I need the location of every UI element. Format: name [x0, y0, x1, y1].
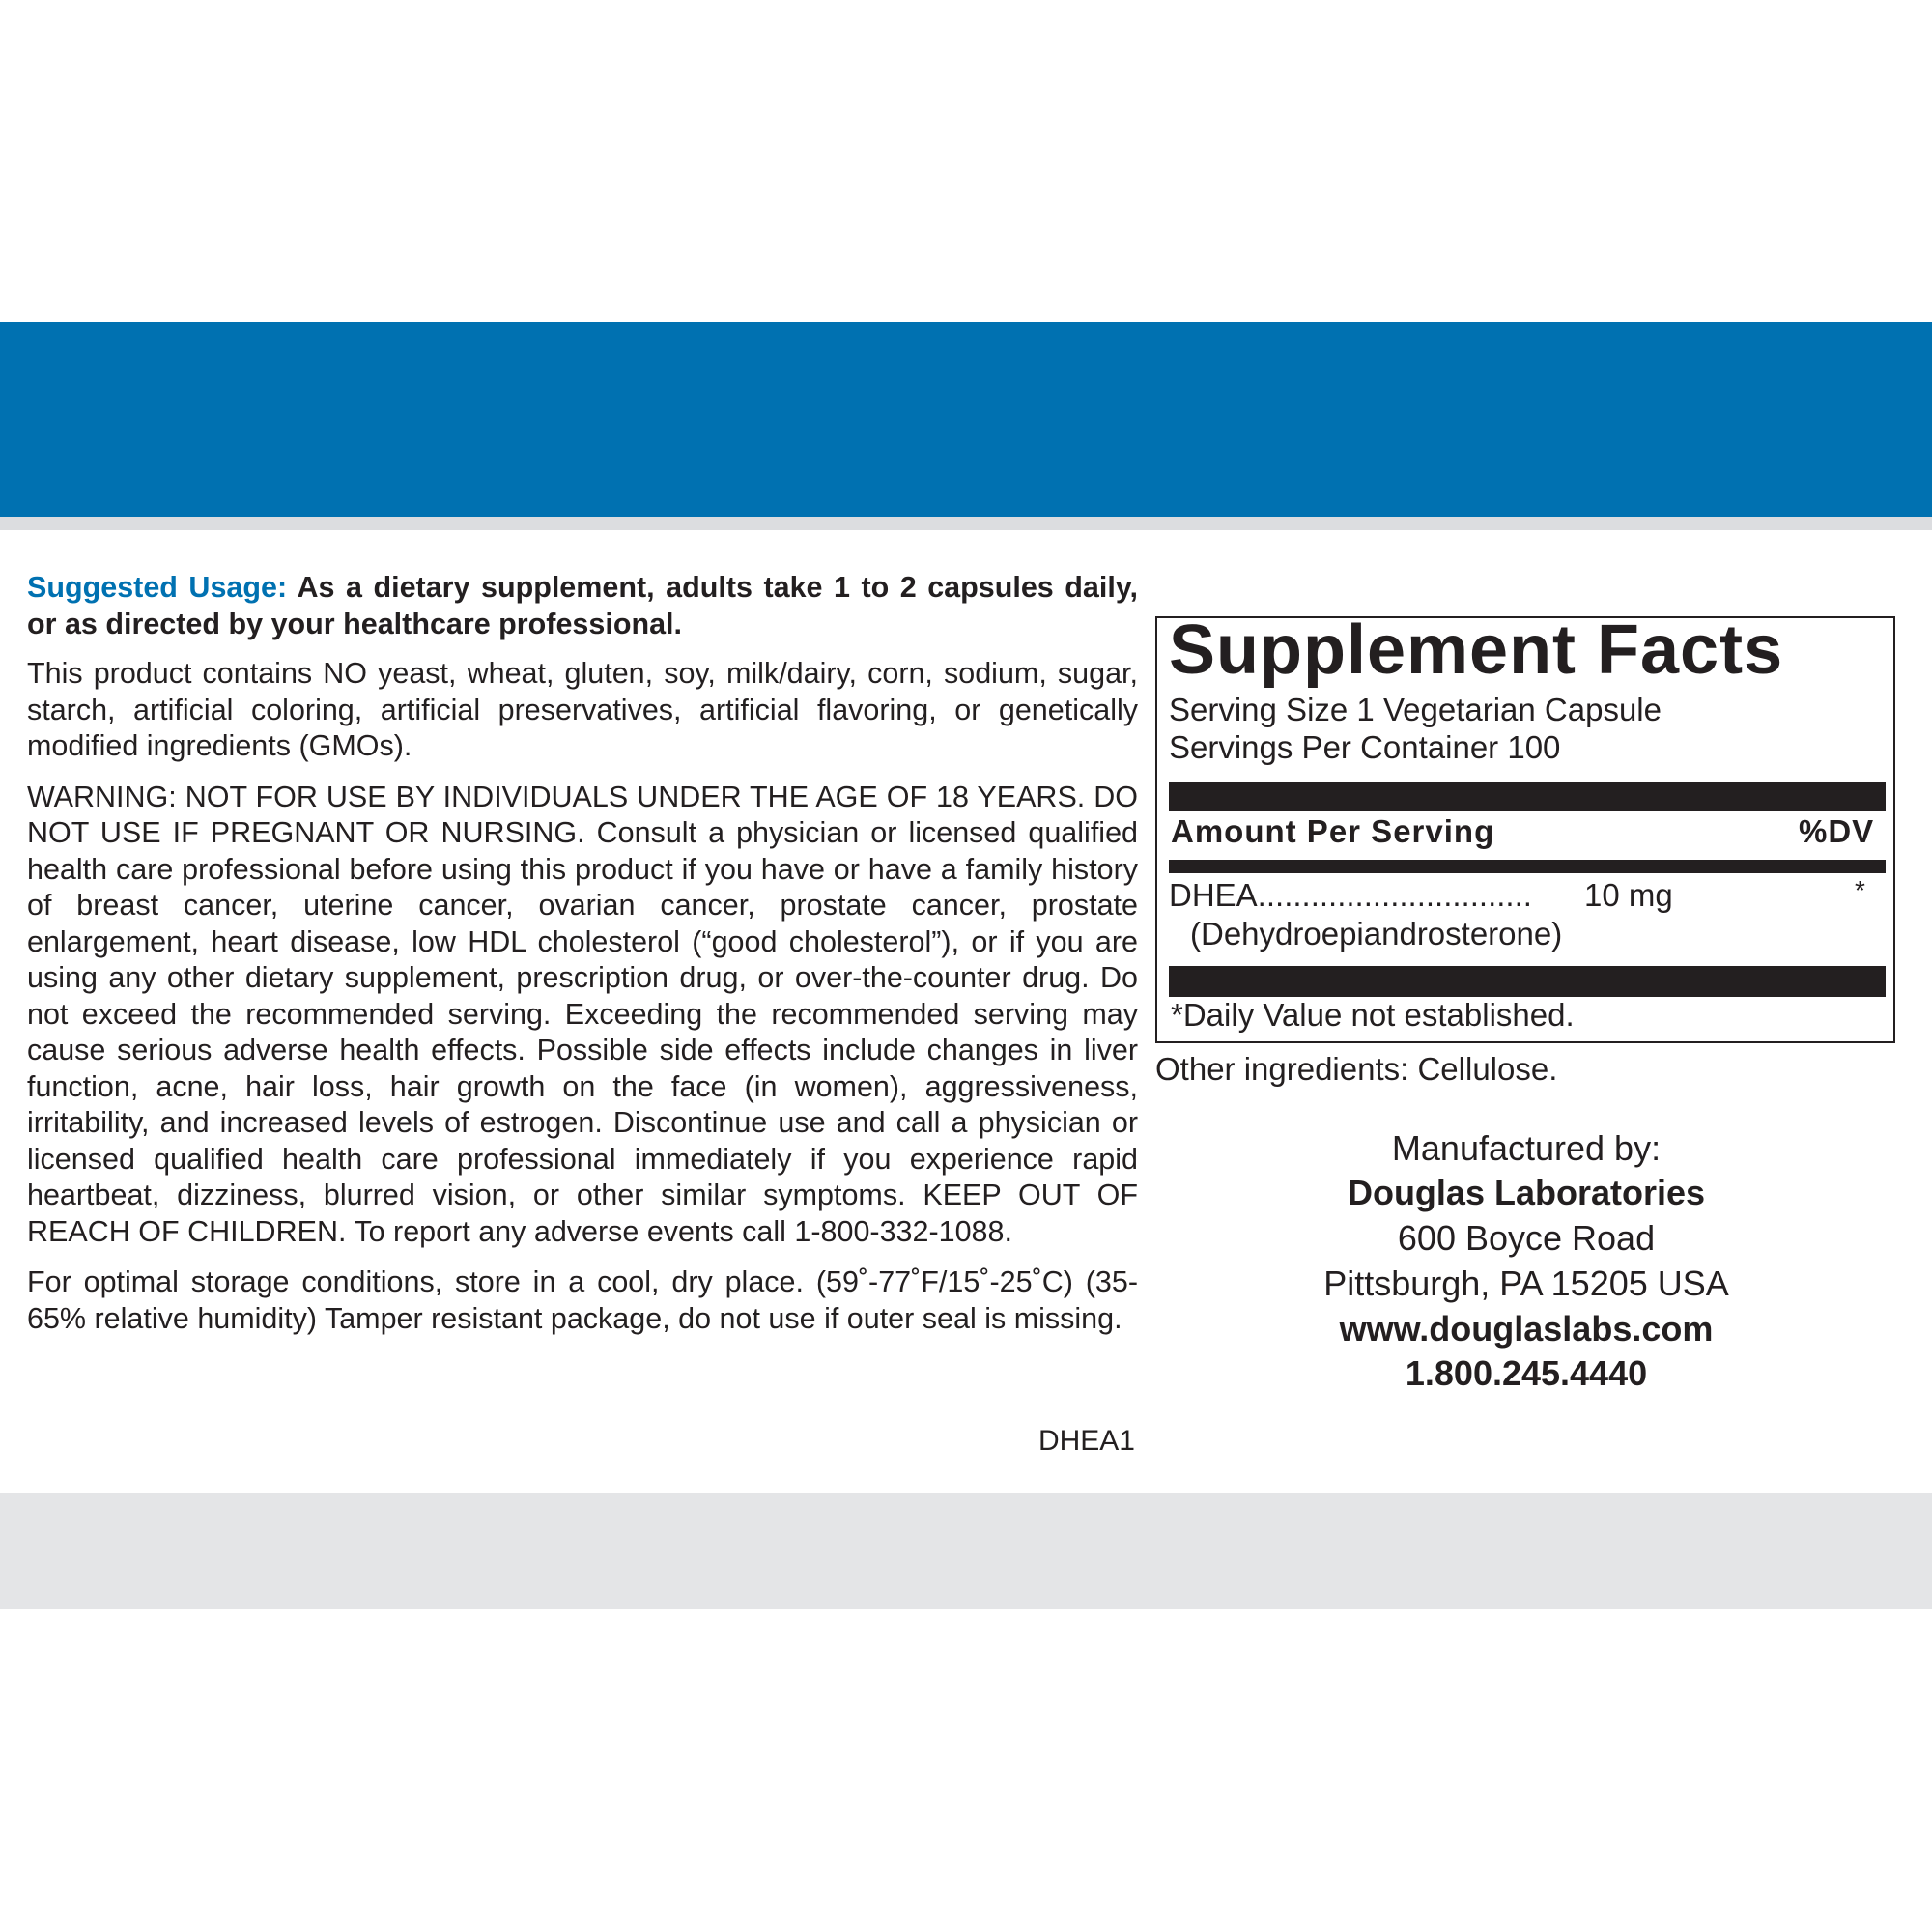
footer-gray-band: [0, 1493, 1932, 1609]
storage-statement: For optimal storage conditions, store in a cool, dry place. (59˚-77˚F/15˚-25˚C) (35-65% relative humidity) Tamper resistant package, do not use if outer seal is missing.: [27, 1265, 1138, 1335]
other-ingredients: Other ingredients: Cellulose.: [1155, 1051, 1558, 1087]
suggested-usage-text: As a dietary supplement, adults take 1 to 2 capsules daily, or as directed by your healthcare professional.: [27, 571, 1138, 640]
ingredient-full-name: (Dehydroepiandrosterone): [1190, 916, 1563, 952]
serving-size: Serving Size 1 Vegetarian Capsule: [1169, 692, 1662, 727]
manufacturer-street: 600 Boyce Road: [1397, 1218, 1656, 1258]
manufacturer-website: www.douglaslabs.com: [1339, 1309, 1714, 1349]
supplement-facts-title: Supplement Facts: [1169, 611, 1784, 689]
daily-value-footnote: *Daily Value not established.: [1171, 997, 1575, 1033]
manufactured-by-label: Manufactured by:: [1391, 1128, 1662, 1168]
warning-statement: WARNING: NOT FOR USE BY INDIVIDUALS UNDER THE AGE OF 18 YEARS. DO NOT USE IF PREGNANT OR NURSING. Consult a physician or licensed qualified health care professional before using this product if you have or have a family history of breast cancer, uterine cancer, ovarian cancer, prostate cancer, prostate enlargement, heart disease, low HDL cholesterol (“good cholesterol”), or if you are using any other dietary supplement, prescription drug, or over-the-counter drug. Do not exceed the recommended serving. Exceeding the recommended serving may cause serious adverse health effects. Possible side effects include changes in liver function, acne, hair loss, hair growth on the face (in women), aggressiveness, irritability, and increased levels of estrogen. Discontinue use and call a physician or licensed qualified health care professional immediately if you experience rapid heartbeat, dizziness, blurred vision, or other similar symptoms. KEEP OUT OF REACH OF CHILDREN. To report any adverse events call 1-800-332-1088.: [27, 780, 1138, 1248]
manufacturer-name: Douglas Laboratories: [1347, 1173, 1706, 1212]
facts-thick-divider-bottom: [1169, 966, 1886, 997]
header-gray-strip: [0, 517, 1932, 530]
header-color-band: [0, 322, 1932, 517]
amount-per-serving-header: Amount Per Serving: [1171, 813, 1495, 849]
contains-statement: This product contains NO yeast, wheat, gluten, soy, milk/dairy, corn, sodium, sugar, starch, artificial coloring, artificial preservatives, artificial flavoring, or genetically modified ingredients (GMOs).: [27, 657, 1138, 762]
daily-value-header: %DV: [1799, 813, 1875, 849]
facts-thick-divider-top: [1169, 782, 1886, 811]
ingredient-amount: 10 mg: [1584, 877, 1673, 913]
label-text-column: [27, 570, 1138, 1337]
suggested-usage-label: Suggested Usage:: [27, 571, 288, 604]
facts-medium-divider: [1169, 860, 1886, 873]
manufacturer-city: Pittsburgh, PA 15205 USA: [1323, 1264, 1729, 1303]
servings-per-container: Servings Per Container 100: [1169, 729, 1561, 765]
product-code: DHEA1: [1037, 1425, 1135, 1457]
suggested-usage: [27, 570, 1138, 642]
ingredient-name: DHEA...............................: [1169, 877, 1532, 913]
ingredient-daily-value: *: [1855, 875, 1865, 905]
manufacturer-phone: 1.800.245.4440: [1405, 1353, 1648, 1393]
